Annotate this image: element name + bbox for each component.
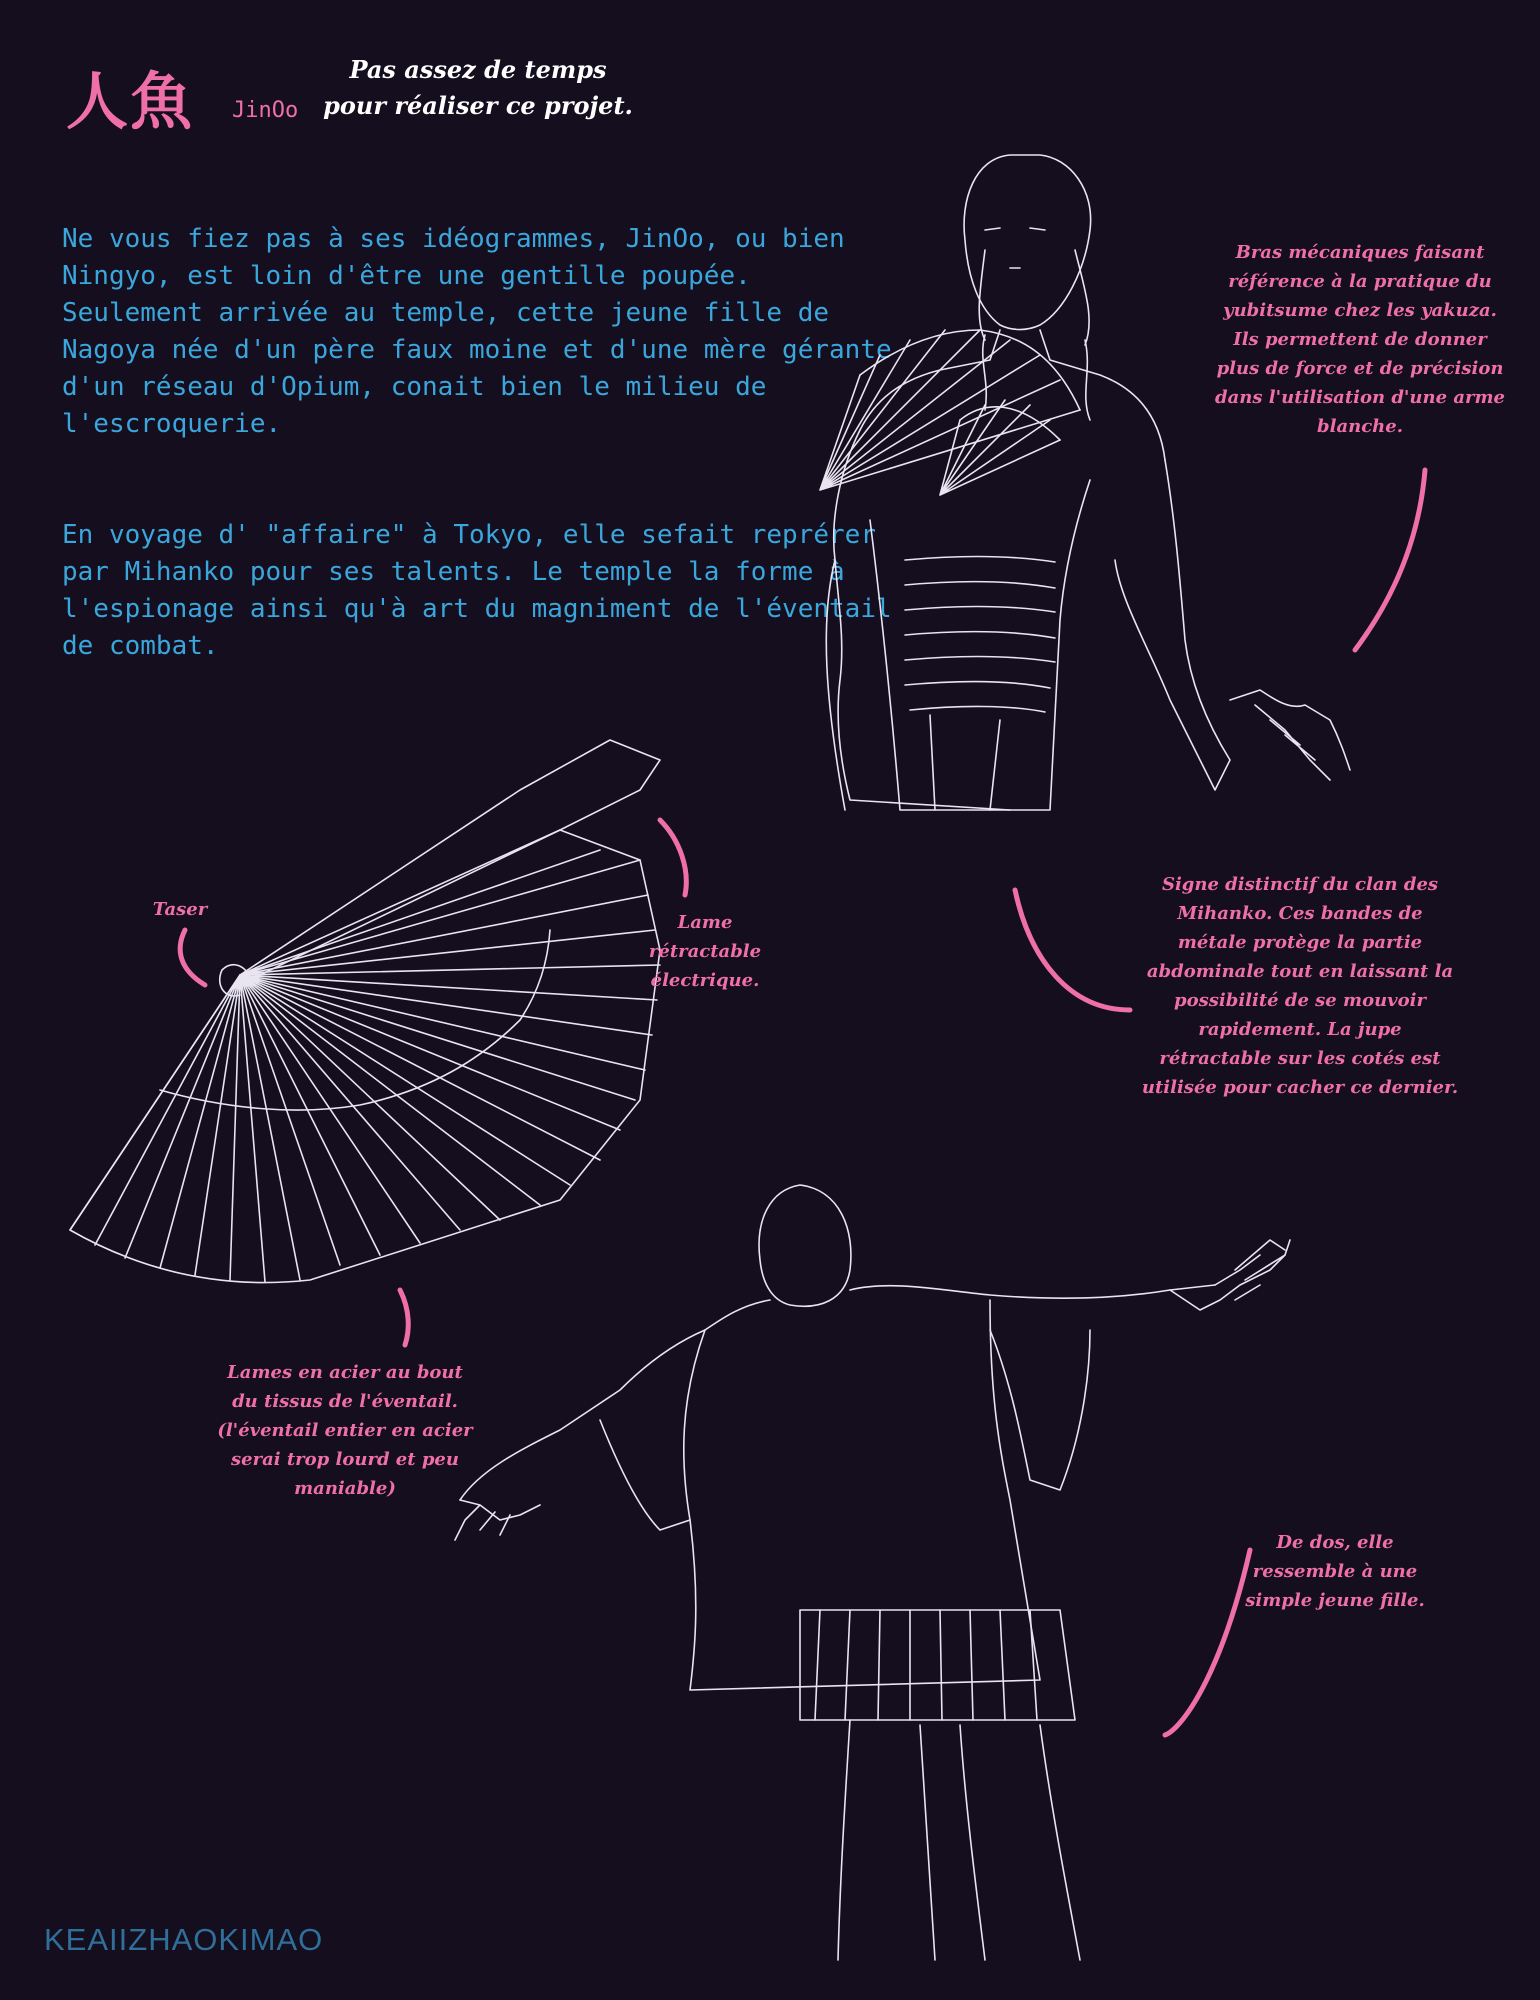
title-japanese: 人魚 xyxy=(66,65,195,138)
annotation-back-view: De dos, elle ressemble à une simple jeune fille. xyxy=(1245,1532,1425,1611)
annotation-blade: Lame rétractable électrique. xyxy=(648,912,762,991)
back-figure-illustration xyxy=(455,1185,1290,1960)
story-paragraph-2: En voyage d' "affaire" à Tokyo, elle sefait reprérer par Mihanko pour ses talents. Le temple la forme à l'espionage ainsi qu'à art du magniment de l'éventail de combat. xyxy=(62,520,892,661)
annotation-bands: Signe distinctif du clan des Mihanko. Ces bandes de métale protège la partie abdominale tout en laissant la possibilité de se mouvoir rapidement. La jupe rétractable sur les cotés est utilisée pour cacher ce dernier. xyxy=(1141,874,1459,1098)
artist-watermark: KEAIIZHAOKIMAO xyxy=(44,1922,324,1957)
annotation-strokes xyxy=(180,470,1425,1735)
title-latin: JinOo xyxy=(232,98,299,123)
annotation-taser: Taser xyxy=(152,899,208,920)
story-paragraph-1: Ne vous fiez pas à ses idéogrammes, JinOo, ou bien Ningyo, est loin d'être une gentille poupée. Seulement arrivée au temple, cette jeune fille de Nagoya née d'un père faux moine et d'une mère gérante d'un réseau d'Opium, conait bien le milieu de l'escroquerie. xyxy=(62,224,892,439)
fan-weapon-illustration xyxy=(70,740,660,1283)
time-note: Pas assez de temps pour réaliser ce projet. xyxy=(323,55,633,120)
annotation-mechanical-arms: Bras mécaniques faisant référence à la pratique du yubitsume chez les yakuza. Ils permettent de donner plus de force et de précision dans l'utilisation d'une arme blanche. xyxy=(1215,242,1505,437)
annotation-fan-blades: Lames en acier au bout du tissus de l'éventail. (l'éventail entier en acier serai trop lourd et peu maniable) xyxy=(217,1362,473,1499)
